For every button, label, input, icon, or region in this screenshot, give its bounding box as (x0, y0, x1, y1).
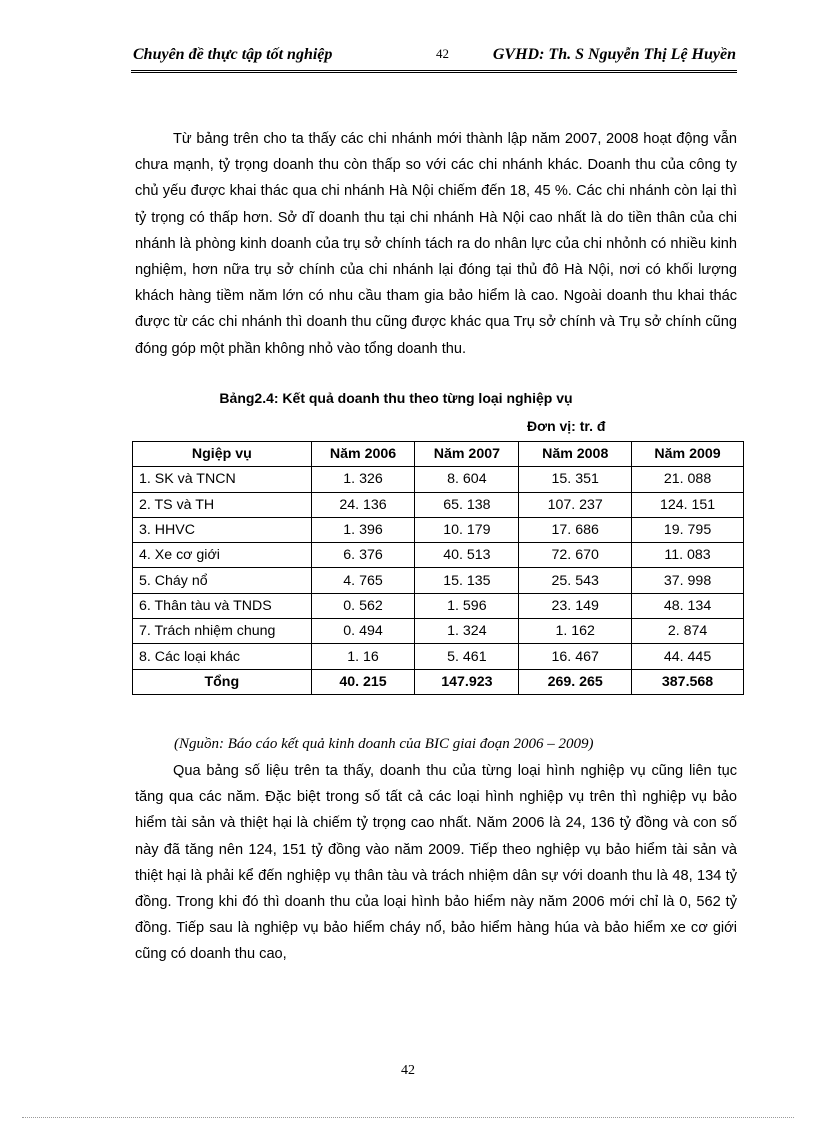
table-cell: 16. 467 (519, 644, 632, 669)
table-cell: 3. HHVC (133, 517, 312, 542)
page-header (133, 44, 736, 68)
table-cell: 8. 604 (415, 467, 519, 492)
table-cell: 5. 461 (415, 644, 519, 669)
table-cell: 37. 998 (632, 568, 744, 593)
table-cell: 0. 494 (311, 619, 415, 644)
table-cell: 1. 16 (311, 644, 415, 669)
table-cell: 25. 543 (519, 568, 632, 593)
revenue-table (132, 441, 744, 695)
table-row (133, 467, 744, 492)
table-cell: 1. 596 (415, 593, 519, 618)
paragraph-1-text: Từ bảng trên cho ta thấy các chi nhánh mới thành lập năm 2007, 2008 hoạt động vẫn chưa mạnh, tỷ trọng doanh thu còn thấp so với các chi nhánh khác. Doanh thu của công ty chủ yếu được khai thác qua chi nhánh Hà Nội chiếm đến 18, 45 %. Các chi nhánh còn lại thì tỷ trọng có thấp hơn. Sở dĩ doanh thu tại chi nhánh Hà Nội cao nhất là do tiền thân của chi nhánh là phòng kinh doanh của trụ sở chính tách ra do nhân lực của chi nhỏnh có nhiều kinh nghiệm, hơn nữa trụ sở chính của chi nhánh lại đóng tại thủ đô Hà Nội, nơi có khối lượng khách hàng tiềm năm lớn có nhu cầu tham gia bảo hiểm là cao. Ngoài doanh thu khai thác được từ các chi nhánh thì doanh thu cũng được khác qua Trụ sở chính và Trụ sở chính cũng đóng góp một phần không nhỏ vào tổng doanh thu. (135, 131, 737, 357)
table-cell: 21. 088 (632, 467, 744, 492)
table-caption-text: Bảng2.4: Kết quả doanh thu theo từng loại nghiệp vụ (219, 390, 573, 406)
table-cell: 48. 134 (632, 593, 744, 618)
table-total-cell: 147.923 (415, 669, 519, 694)
table-row (133, 492, 744, 517)
table-cell: 1. SK và TNCN (133, 467, 312, 492)
table-cell: 5. Cháy nổ (133, 568, 312, 593)
table-header-row (133, 442, 744, 467)
table-cell: 1. 396 (311, 517, 415, 542)
table-row (133, 517, 744, 542)
header-supervisor: GVHD: Th. S Nguyễn Thị Lệ Huyền (492, 46, 736, 63)
table-cell: 6. 376 (311, 543, 415, 568)
table-header-cell: Năm 2009 (632, 442, 744, 467)
table-caption (0, 390, 816, 406)
table-cell: 44. 445 (632, 644, 744, 669)
table-cell: 2. TS và TH (133, 492, 312, 517)
paragraph-1 (135, 126, 737, 362)
table-cell: 17. 686 (519, 517, 632, 542)
table-header-cell: Năm 2008 (519, 442, 632, 467)
table-cell: 15. 135 (415, 568, 519, 593)
table-cell: 4. Xe cơ giới (133, 543, 312, 568)
table-cell: 24. 136 (311, 492, 415, 517)
table-cell: 107. 237 (519, 492, 632, 517)
table-header-cell: Ngiệp vụ (133, 442, 312, 467)
table-cell: 1. 324 (415, 619, 519, 644)
table-cell: 15. 351 (519, 467, 632, 492)
table-cell: 0. 562 (311, 593, 415, 618)
table-row (133, 568, 744, 593)
table-total-cell: 40. 215 (311, 669, 415, 694)
header-page-number: 42 (436, 46, 449, 61)
table-cell: 124. 151 (632, 492, 744, 517)
table-row (133, 644, 744, 669)
table-cell: 1. 326 (311, 467, 415, 492)
table-cell: 11. 083 (632, 543, 744, 568)
page-bottom-border (22, 1117, 794, 1118)
table-cell: 6. Thân tàu và TNDS (133, 593, 312, 618)
table-row (133, 593, 744, 618)
table-row (133, 543, 744, 568)
table-row (133, 619, 744, 644)
table-total-row (133, 669, 744, 694)
table-cell: 10. 179 (415, 517, 519, 542)
table-cell: 40. 513 (415, 543, 519, 568)
table-cell: 2. 874 (632, 619, 744, 644)
table-cell: 4. 765 (311, 568, 415, 593)
table-header-cell: Năm 2006 (311, 442, 415, 467)
table-total-cell: 387.568 (632, 669, 744, 694)
table-cell: 23. 149 (519, 593, 632, 618)
table-total-cell: 269. 265 (519, 669, 632, 694)
paragraph-2 (135, 758, 737, 968)
table-cell: 65. 138 (415, 492, 519, 517)
table-cell: 8. Các loại khác (133, 644, 312, 669)
table-cell: 1. 162 (519, 619, 632, 644)
table-cell: 19. 795 (632, 517, 744, 542)
paragraph-2-text: Qua bảng số liệu trên ta thấy, doanh thu của từng loại hình nghiệp vụ cũng liên tục tăng qua các năm. Đặc biệt trong số tất cả các loại hình nghiệp vụ trên thì nghiệp vụ bảo hiểm tài sản và thiệt hại là chiếm tỷ trọng cao nhất. Năm 2006 là 24, 136 tỷ đồng và con số này đã tăng nên 124, 151 tỷ đồng vào năm 2009. Tiếp theo nghiệp vụ bảo hiểm tài sản và thiệt hại là phải kể đến nghiệp vụ thân tàu và trách nhiệm dân sự với doanh thu là 48, 134 tỷ đồng. Trong khi đó thì doanh thu của loại hình bảo hiểm này năm 2006 mới chỉ là 0, 562 tỷ đồng. Tiếp sau là nghiệp vụ bảo hiểm cháy nổ, bảo hiểm hàng húa và bảo hiểm xe cơ giới cũng có doanh thu cao, (135, 763, 737, 963)
footer-page-number: 42 (401, 1063, 415, 1078)
table-cell: 72. 670 (519, 543, 632, 568)
table-header-cell: Năm 2007 (415, 442, 519, 467)
header-title: Chuyên đề thực tập tốt nghiệp (133, 46, 333, 63)
table-total-cell: Tổng (133, 669, 312, 694)
header-rule (131, 70, 737, 73)
table-unit: Đơn vị: tr. đ (527, 418, 606, 434)
table-cell: 7. Trách nhiệm chung (133, 619, 312, 644)
table-source-note: (Nguồn: Báo cáo kết quả kinh doanh của BIC giai đoạn 2006 – 2009) (174, 736, 594, 752)
